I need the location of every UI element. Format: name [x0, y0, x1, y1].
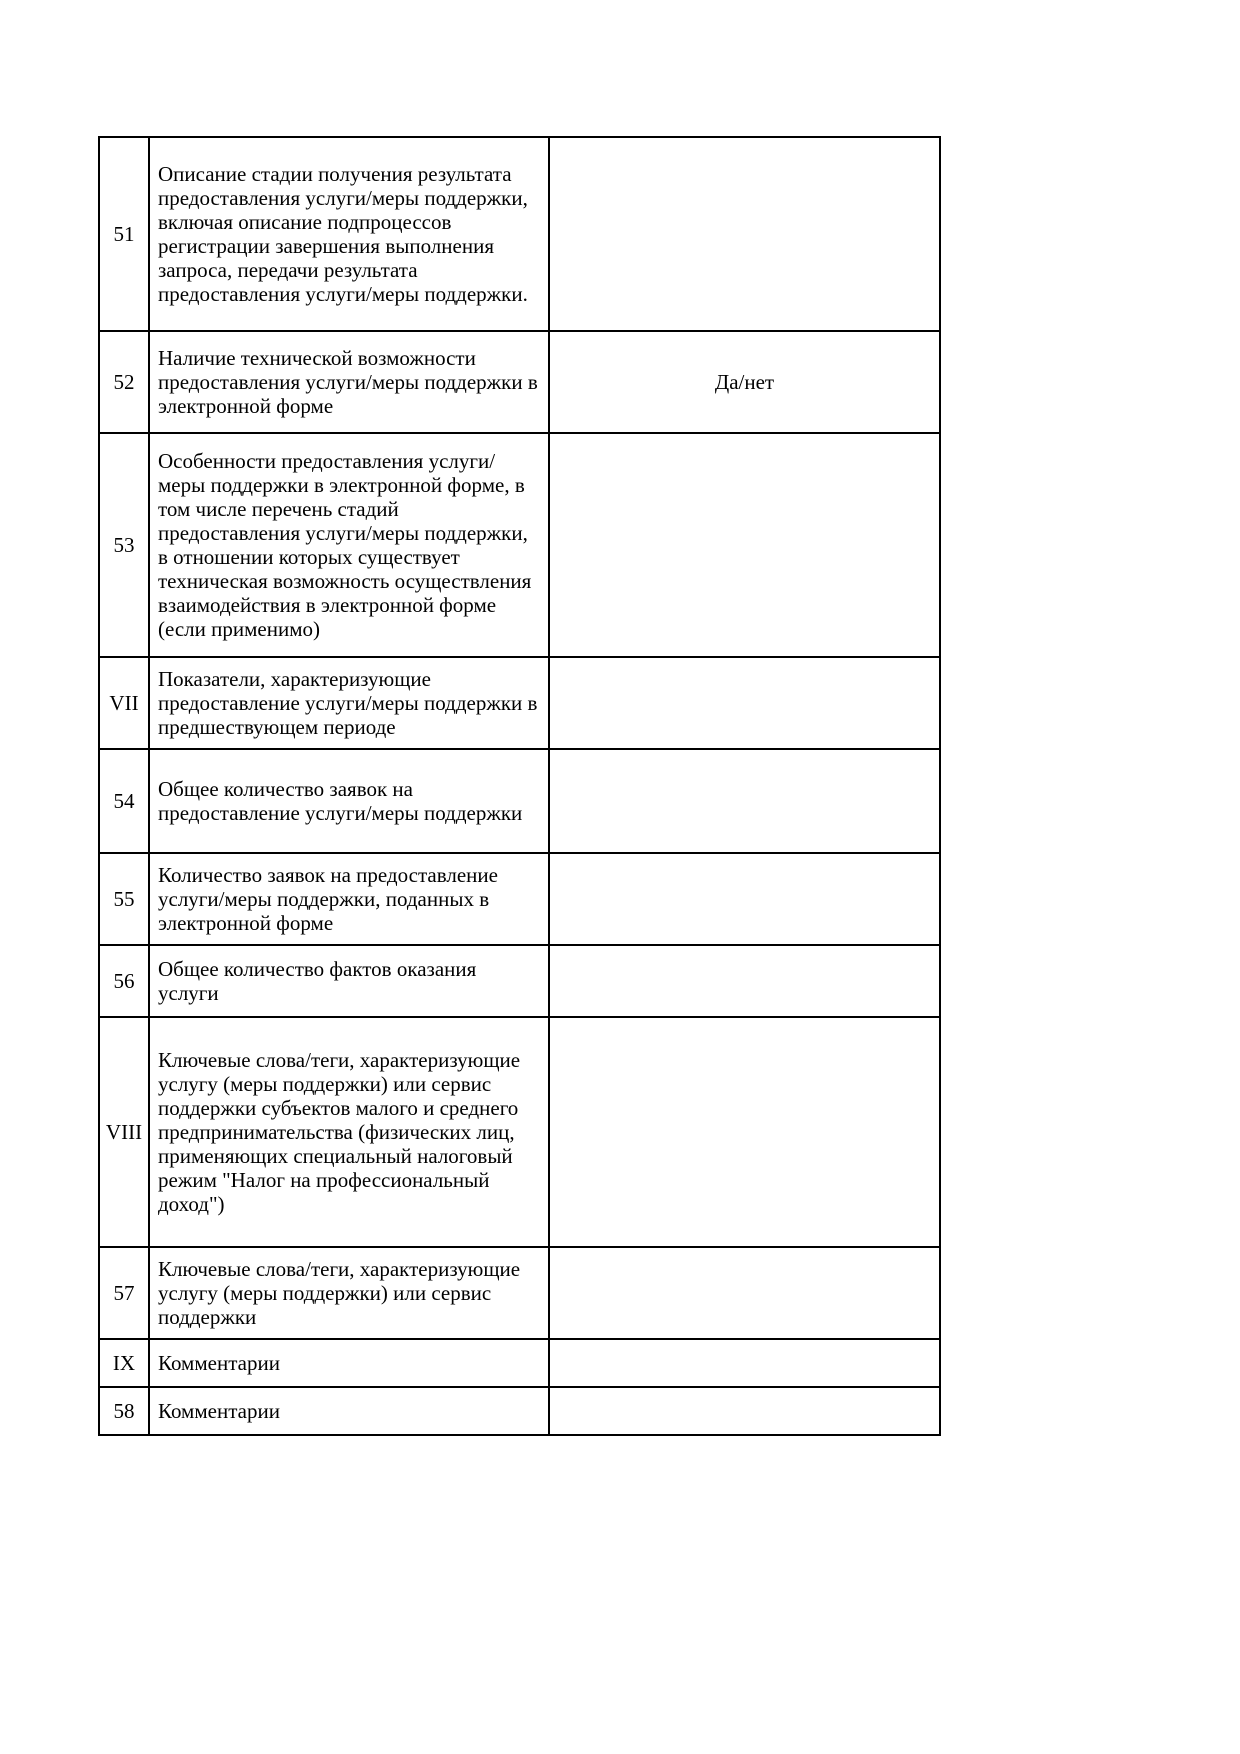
value-cell — [549, 1017, 940, 1247]
value-cell: Да/нет — [549, 331, 940, 433]
description-cell: Ключевые слова/теги, характеризующие услугу (меры поддержки) или сервис поддержки — [149, 1247, 549, 1339]
row-number-cell: VIII — [99, 1017, 149, 1247]
value-cell — [549, 137, 940, 331]
table-row — [99, 433, 940, 657]
row-number-cell: 57 — [99, 1247, 149, 1339]
value-cell — [549, 1339, 940, 1387]
table-row — [99, 749, 940, 853]
table-row — [99, 137, 940, 331]
value-cell — [549, 657, 940, 749]
row-number-cell: VII — [99, 657, 149, 749]
row-number-cell: 56 — [99, 945, 149, 1017]
description-cell: Описание стадии получения результата предоставления услуги/меры поддержки, включая описание подпроцессов регистрации завершения выполнения запроса, передачи результата предоставления услуги/меры поддержки. — [149, 137, 549, 331]
table-row — [99, 331, 940, 433]
row-number-cell: IX — [99, 1339, 149, 1387]
table-row — [99, 1247, 940, 1339]
row-number-cell: 54 — [99, 749, 149, 853]
table-row — [99, 1339, 940, 1387]
description-cell: Количество заявок на предоставление услуги/меры поддержки, поданных в электронной форме — [149, 853, 549, 945]
description-cell: Наличие технической возможности предоставления услуги/меры поддержки в электронной форме — [149, 331, 549, 433]
table-row — [99, 1017, 940, 1247]
description-cell: Общее количество заявок на предоставление услуги/меры поддержки — [149, 749, 549, 853]
value-cell — [549, 1387, 940, 1435]
table-row — [99, 657, 940, 749]
description-cell: Ключевые слова/теги, характеризующие услугу (меры поддержки) или сервис поддержки субъектов малого и среднего предпринимательства (физических лиц, применяющих специальный налоговый режим "Налог на профессиональный доход") — [149, 1017, 549, 1247]
row-number-cell: 55 — [99, 853, 149, 945]
description-cell: Комментарии — [149, 1339, 549, 1387]
value-cell — [549, 853, 940, 945]
description-cell: Особенности предоставления услуги/меры поддержки в электронной форме, в том числе перечень стадий предоставления услуги/меры поддержки, в отношении которых существует техническая возможность осуществления взаимодействия в электронной форме (если применимо) — [149, 433, 549, 657]
table-row — [99, 945, 940, 1017]
row-number-cell: 51 — [99, 137, 149, 331]
table-row — [99, 1387, 940, 1435]
form-table — [98, 136, 941, 1436]
description-cell: Общее количество фактов оказания услуги — [149, 945, 549, 1017]
row-number-cell: 53 — [99, 433, 149, 657]
row-number-cell: 52 — [99, 331, 149, 433]
description-cell: Показатели, характеризующие предоставление услуги/меры поддержки в предшествующем периоде — [149, 657, 549, 749]
table-row — [99, 853, 940, 945]
value-cell — [549, 749, 940, 853]
description-cell: Комментарии — [149, 1387, 549, 1435]
row-number-cell: 58 — [99, 1387, 149, 1435]
value-cell — [549, 433, 940, 657]
value-cell — [549, 1247, 940, 1339]
value-cell — [549, 945, 940, 1017]
